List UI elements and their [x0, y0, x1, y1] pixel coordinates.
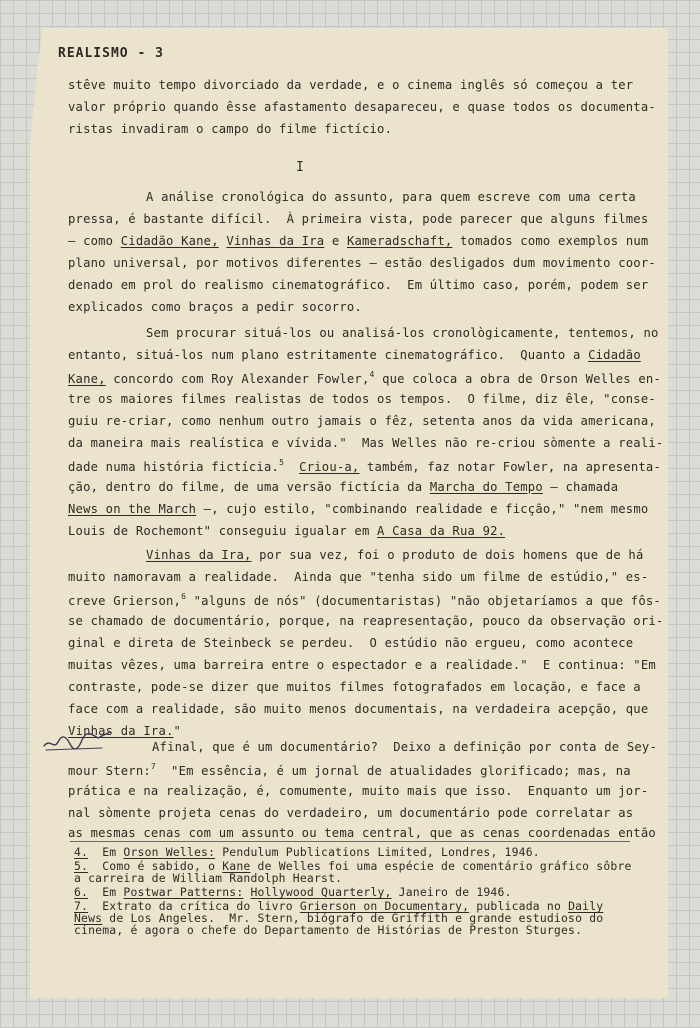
footnote-4 [74, 846, 540, 858]
text-run: " [173, 724, 182, 738]
body-line [68, 524, 505, 538]
page-header: REALISMO - 3 [58, 46, 164, 61]
text-run: de Welles foi uma espécie de comentário gráfico sôbre [250, 859, 632, 873]
body-line: nal sòmente projeta cenas do verdadeiro, um documentário pode correlatar as [68, 806, 634, 820]
underlined-word: Criou-a, [299, 460, 360, 474]
body-line: prática e na realização, é, comumente, muito mais que isso. Enquanto um jor- [68, 784, 649, 798]
article-title: Postwar Patterns: [123, 885, 244, 899]
film-title: Vinhas da Ira [226, 234, 325, 248]
body-line [68, 502, 648, 516]
film-title: Vinhas da Ira, [146, 548, 252, 562]
body-line [68, 592, 661, 608]
footnote-number: 6. [74, 885, 89, 899]
text-run: —, cujo estilo, "combinando realidade e ficção," "nem mesmo [196, 502, 649, 516]
body-line: as mesmas cenas com um assunto ou tema central, que as cenas coordenadas então [68, 826, 656, 840]
text-run: Pendulum Publications Limited, Londres, 1946. [215, 845, 540, 859]
body-line: ristas invadiram o campo do filme fictício. [68, 122, 393, 136]
text-run: Extrato da crítica do livro [88, 899, 300, 913]
text-run: de Los Angeles. Mr. Stern, biógrafo de Griffith e grande estudioso do [102, 911, 604, 925]
text-run: Como é sabido, o [88, 859, 223, 873]
text-run: mour Stern: [68, 764, 151, 778]
text-run: publicada no [469, 899, 569, 913]
body-line: contraste, pode-se dizer que muitos filmes fotografados em locação, e face a [68, 680, 641, 694]
text-run: concordo com Roy Alexander Fowler, [105, 372, 370, 386]
text-run: dade numa história fictícia. [68, 460, 280, 474]
body-line [68, 762, 631, 778]
svg-text:aqui: aqui [48, 734, 73, 747]
body-line [68, 348, 641, 362]
text-run: que coloca a obra de Orson Welles en- [374, 372, 661, 386]
body-line: da maneira mais realística e vívida." Mas Welles não re-criou sòmente a reali- [68, 436, 664, 450]
body-line [146, 548, 643, 562]
body-line: muito namoravam a realidade. Ainda que "tenha sido um filme de estúdio," es- [68, 570, 649, 584]
footnote-marker: 4 [369, 370, 375, 379]
body-line: stêve muito tempo divorciado da verdade, e o cinema inglês só começou a ter [68, 78, 634, 92]
text-run [284, 460, 299, 474]
text-run: ção, dentro do filme, de uma versão fictícia da [68, 480, 430, 494]
footnote-7-continued: cinema, é agora o chefe do Departamento de Histórias de Preston Sturges. [74, 923, 583, 937]
body-line [68, 234, 648, 248]
text-run: "Em essência, é um jornal de atualidades glorificado; mas, na [155, 764, 631, 778]
footnote-6 [74, 886, 512, 898]
text-run: Em [88, 885, 124, 899]
film-title: Marcha do Tempo [429, 480, 543, 494]
book-title: Grierson on Documentary, [299, 899, 470, 913]
footnote-number: 4. [74, 845, 89, 859]
footnote-marker: 5 [279, 458, 285, 467]
body-line [68, 480, 618, 494]
footnote-divider [70, 841, 630, 842]
text-run: entanto, situá-los num plano estritamente cinematográfico. Quanto a [68, 348, 589, 362]
film-title: News on the March [68, 502, 197, 516]
body-line: ginal e direta de Steinbeck se perdeu. O estúdio não ergueu, como acontece [68, 636, 634, 650]
journal-title: Hollywood Quarterly, [250, 885, 392, 899]
newspaper-title: News [74, 911, 103, 925]
film-title: Kane, [68, 372, 106, 386]
text-run: tomados como exemplos num [452, 234, 649, 248]
footnote-marker: 7 [150, 762, 156, 771]
text-run: — como [68, 234, 121, 248]
text-run: Janeiro de 1946. [391, 885, 512, 899]
body-line: muitas vêzes, uma barreira entre o espectador e a realidade." E continua: "Em [68, 658, 656, 672]
film-title: Kameradschaft, [346, 234, 453, 248]
body-line: guiu re-criar, como nenhum outro jamais o fêz, setenta anos da vida americana, [68, 414, 656, 428]
text-run: creve Grierson, [68, 594, 182, 608]
body-line [68, 458, 661, 474]
text-run: por sua vez, foi o produto de dois homens que de há [251, 548, 644, 562]
footnote-5-continued: a carreira de William Randolph Hearst. [74, 871, 343, 885]
text-run: também, faz notar Fowler, na apresenta- [359, 460, 661, 474]
newspaper-title: Daily [568, 899, 604, 913]
body-line: face com a realidade, são muito menos documentais, na verdadeira acepção, que [68, 702, 649, 716]
book-title: Orson Welles: [123, 845, 216, 859]
body-line: se chamado de documentário, porque, na reapresentação, pouco da observação ori- [68, 614, 664, 628]
body-line: valor próprio quando êsse afastamento desapareceu, e quase todos os documenta- [68, 100, 656, 114]
footnote-number: 5. [74, 859, 89, 873]
body-line: Sem procurar situá-los ou analisá-los cronològicamente, tentemos, no [146, 326, 659, 340]
film-title: Cidadão Kane, [120, 234, 219, 248]
body-line: A análise cronológica do assunto, para quem escreve com uma certa [146, 190, 636, 204]
text-run: Louis de Rochemont" conseguiu igualar em [68, 524, 378, 538]
body-line: tre os maiores filmes realistas de todos os tempos. O filme, diz êle, "conse- [68, 392, 656, 406]
film-title: Kane [222, 859, 251, 873]
body-line: explicados como braços a pedir socorro. [68, 300, 362, 314]
text-run: — chamada [542, 480, 619, 494]
body-line: plano universal, por motivos diferentes — estão desligados dum movimento coor- [68, 256, 656, 270]
text-run: Em [88, 845, 124, 859]
handwritten-margin-note [42, 728, 112, 754]
body-line: pressa, é bastante difícil. À primeira vista, pode parecer que alguns filmes [68, 212, 649, 226]
film-title: Cidadão [588, 348, 641, 362]
text-run: "alguns de nós" (documentaristas) "não objetaríamos a que fôs- [186, 594, 661, 608]
footnote-number: 7. [74, 899, 89, 913]
body-line: Afinal, que é um documentário? Deixo a definição por conta de Sey- [152, 740, 658, 754]
body-line: denado em prol do realismo cinematográfico. Em último caso, porém, podem ser [68, 278, 649, 292]
text-run: e [324, 234, 347, 248]
body-line [68, 370, 661, 386]
film-title: Vinhas da Ira. [68, 724, 174, 738]
film-title: A Casa da Rua 92. [377, 524, 506, 538]
footnote-marker: 6 [181, 592, 187, 601]
section-numeral: I [296, 160, 305, 175]
